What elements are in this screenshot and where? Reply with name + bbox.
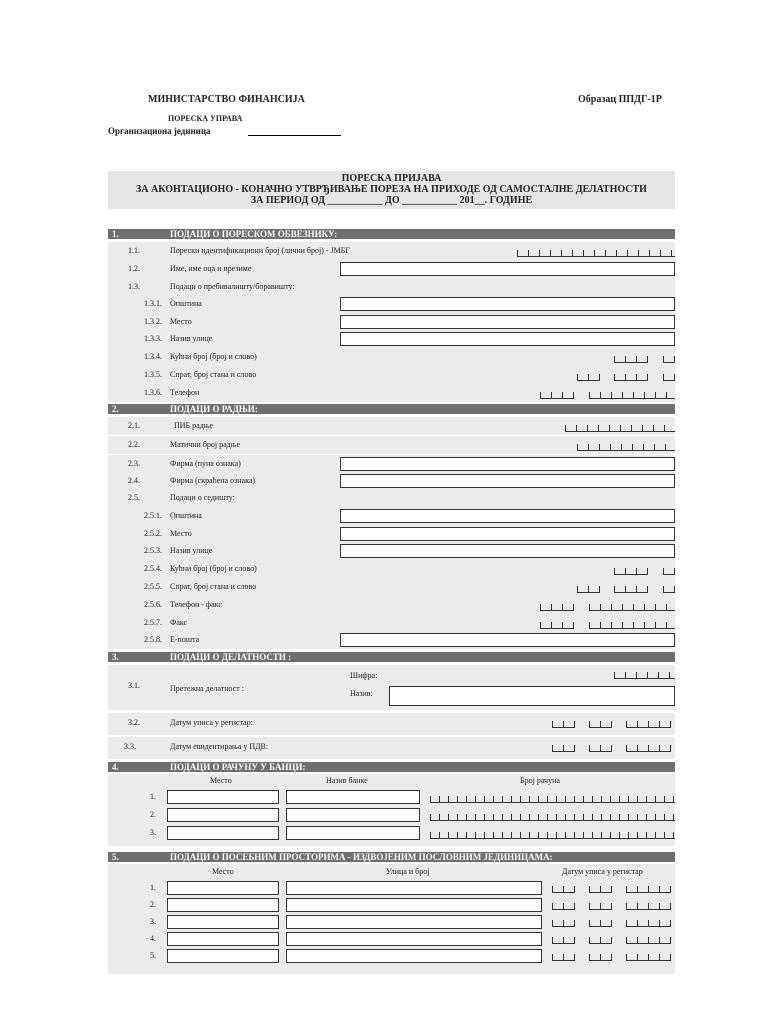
hq-house-letter-box[interactable] [663, 568, 675, 575]
unit-year-boxes[interactable] [626, 903, 671, 910]
hq-house-number-boxes[interactable] [614, 568, 648, 575]
row-1-3-2: 1.3.2. Место [108, 313, 675, 331]
form-body [108, 0, 675, 1024]
pib-boxes[interactable] [565, 425, 675, 432]
row-3-2: 3.2. Датум уписа у регистар: [108, 713, 675, 735]
col-street: Улица и број [386, 867, 430, 876]
section-2-header: 2. ПОДАЦИ О РАДЊИ: [108, 404, 675, 414]
company-full-input[interactable] [340, 457, 675, 471]
account-number-boxes[interactable] [430, 814, 675, 821]
unit-year-boxes[interactable] [626, 886, 671, 893]
col-date: Датум уписа у регистар [562, 867, 643, 876]
apartment-letter-box[interactable] [663, 374, 675, 381]
row-2-5-8: 2.5.8. Е-пошта [108, 631, 675, 649]
section-5-header: 5. ПОДАЦИ О ПОСЕБНИМ ПРОСТОРИМА - ИЗДВОЈЕНИМ ПОСЛОВНИМ ЈЕДИНИЦАМА: [108, 852, 675, 862]
fax-area-boxes[interactable] [540, 622, 574, 629]
unit-street-input[interactable] [286, 949, 542, 963]
row-2-5-1: 2.5.1. Општина [108, 507, 675, 525]
unit-month-boxes[interactable] [589, 920, 612, 927]
bank-name-input[interactable] [286, 790, 420, 804]
title-line-3: ЗА ПЕРИОД ОД ___________ ДО ___________ 201__. ГОДИНЕ [250, 195, 533, 206]
unit-month-boxes[interactable] [589, 886, 612, 893]
unit-month-boxes[interactable] [589, 954, 612, 961]
unit-day-boxes[interactable] [552, 903, 575, 910]
unit-street-input[interactable] [286, 881, 542, 895]
hq-apartment-letter-box[interactable] [663, 586, 675, 593]
row-2-5: 2.5. Подаци о седишту: [108, 489, 675, 507]
org-unit-label: Организациона јединица [108, 126, 211, 136]
row-2-2: 2.2. Матични број радње [108, 436, 675, 454]
floor-boxes[interactable] [577, 374, 600, 381]
bank-place-input[interactable] [167, 826, 279, 840]
place-input[interactable] [340, 315, 675, 329]
row-1-1: 1.1. Порески идентификациони број (лични број) - ЈМБГ [108, 242, 675, 260]
row-1-2: 1.2. Име, име оца и презиме [108, 260, 675, 278]
activity-code-boxes[interactable] [614, 672, 675, 679]
unit-month-boxes[interactable] [589, 937, 612, 944]
unit-street-input[interactable] [286, 915, 542, 929]
title-line-2: ЗА АКОНТАЦИОНО - КОНАЧНО УТВРЂИВАЊЕ ПОРЕЗА НА ПРИХОДЕ ОД САМОСТАЛНЕ ДЕЛАТНОСТИ [136, 184, 647, 195]
unit-month-boxes[interactable] [589, 903, 612, 910]
activity-name-input[interactable] [389, 686, 675, 706]
registry-number-boxes[interactable] [577, 444, 675, 451]
apartment-boxes[interactable] [614, 374, 648, 381]
unit-year-boxes[interactable] [626, 937, 671, 944]
row-2-5-3: 2.5.3. Назив улице [108, 542, 675, 560]
municipality-input[interactable] [340, 297, 675, 311]
phone-area-boxes[interactable] [540, 392, 574, 399]
hq-place-input[interactable] [340, 527, 675, 541]
vat-year-boxes[interactable] [626, 745, 671, 752]
vat-month-boxes[interactable] [589, 745, 612, 752]
account-number-boxes[interactable] [430, 832, 675, 839]
title-line-1: ПОРЕСКА ПРИЈАВА [341, 173, 442, 184]
business-units: Место Улица и број Датум уписа у регистар 1. 2. 3. 4. 5. [108, 864, 675, 974]
unit-street-input[interactable] [286, 898, 542, 912]
row-2-5-4: 2.5.4. Кућни број (број и слово) [108, 560, 675, 578]
row-2-5-6: 2.5.6. Телефон - факс [108, 596, 675, 614]
full-name-input[interactable] [340, 262, 675, 276]
unit-place-input[interactable] [167, 949, 279, 963]
section-4-header: 4. ПОДАЦИ О РАЧУНУ У БАНЦИ: [108, 762, 675, 772]
row-2-4: 2.4. Фирма (скраћена ознака) [108, 472, 675, 490]
unit-year-boxes[interactable] [626, 954, 671, 961]
row-2-1: 2.1. ПИБ радње [108, 417, 675, 435]
reg-month-boxes[interactable] [589, 721, 612, 728]
bank-place-input[interactable] [167, 790, 279, 804]
hq-street-input[interactable] [340, 544, 675, 558]
row-1-3-3: 1.3.3. Назив улице [108, 330, 675, 348]
phone-fax-area-boxes[interactable] [540, 604, 574, 611]
section-1-header: 1. ПОДАЦИ О ПОРЕСКОМ ОБВЕЗНИКУ: [108, 229, 675, 239]
unit-place-input[interactable] [167, 932, 279, 946]
company-short-input[interactable] [340, 474, 675, 488]
row-1-3: 1.3. Подаци о пребивалишту/боравишту: [108, 278, 675, 296]
phone-fax-number-boxes[interactable] [589, 604, 675, 611]
unit-place-input[interactable] [167, 881, 279, 895]
phone-number-boxes[interactable] [589, 392, 675, 399]
street-input[interactable] [340, 332, 675, 346]
unit-year-boxes[interactable] [626, 920, 671, 927]
unit-street-input[interactable] [286, 932, 542, 946]
row-2-5-2: 2.5.2. Место [108, 525, 675, 543]
hq-municipality-input[interactable] [340, 509, 675, 523]
row-3-1: 3.1. Претежна делатност : Шифра: Назив: [108, 665, 675, 710]
section-3-header: 3. ПОДАЦИ О ДЕЛАТНОСТИ : [108, 652, 675, 662]
reg-day-boxes[interactable] [552, 721, 575, 728]
unit-day-boxes[interactable] [552, 937, 575, 944]
authority-name: ПОРЕСКА УПРАВА [168, 114, 243, 123]
bank-name-input[interactable] [286, 826, 420, 840]
row-1-3-1: 1.3.1. Општина [108, 295, 675, 313]
unit-day-boxes[interactable] [552, 886, 575, 893]
bank-place-input[interactable] [167, 808, 279, 822]
unit-day-boxes[interactable] [552, 920, 575, 927]
row-2-5-5: 2.5.5. Спрат, број стана и слово [108, 578, 675, 596]
row-3-3: 3.3. Датум евидентирања у ПДВ: [108, 737, 675, 759]
row-2-3: 2.3. Фирма (пуна ознака) [108, 455, 675, 473]
email-input[interactable] [340, 633, 675, 647]
hq-floor-boxes[interactable] [577, 586, 600, 593]
form-code: Образац ППДГ-1Р [578, 94, 662, 105]
account-number-boxes[interactable] [430, 796, 675, 803]
ministry-name: МИНИСТАРСТВО ФИНАНСИЈА [148, 94, 305, 105]
unit-place-input[interactable] [167, 915, 279, 929]
row-1-3-4: 1.3.4. Кућни број (број и слово) [108, 348, 675, 366]
hq-apartment-boxes[interactable] [614, 586, 648, 593]
col-place: Место [212, 867, 234, 876]
bank-accounts: Место Назив банке Број рачуна 1. 2. 3. [108, 774, 675, 846]
reg-year-boxes[interactable] [626, 721, 671, 728]
unit-day-boxes[interactable] [552, 954, 575, 961]
fax-number-boxes[interactable] [589, 622, 675, 629]
unit-place-input[interactable] [167, 898, 279, 912]
row-1-3-6: 1.3.6. Телефон [108, 384, 675, 402]
col-account: Број рачуна [520, 776, 560, 785]
vat-day-boxes[interactable] [552, 745, 575, 752]
col-place: Место [210, 776, 232, 785]
row-1-3-5: 1.3.5. Спрат, број стана и слово [108, 366, 675, 384]
jmbg-boxes[interactable] [517, 250, 675, 257]
row-2-5-7: 2.5.7. Факс [108, 614, 675, 632]
bank-name-input[interactable] [286, 808, 420, 822]
house-letter-box[interactable] [663, 356, 675, 363]
house-number-boxes[interactable] [614, 356, 648, 363]
col-bank: Назив банке [326, 776, 368, 785]
